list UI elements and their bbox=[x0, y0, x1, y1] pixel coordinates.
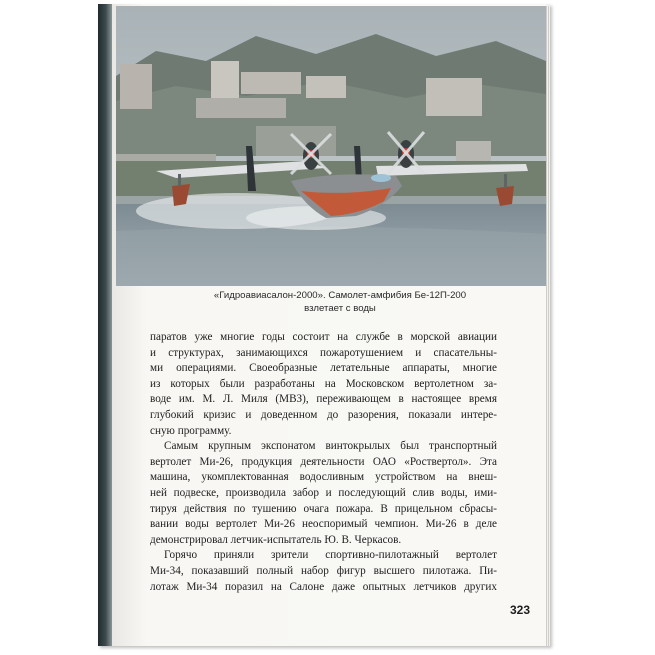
text-line: вертолет Ми-26, продукция деятельности ОАО «Роствертол». Эта bbox=[150, 455, 497, 468]
text-line: Ми-34, показавший полный набор фигур высшего пилотажа. Пи- bbox=[150, 564, 497, 577]
book-spine bbox=[98, 4, 112, 646]
paragraph-3 bbox=[150, 548, 497, 595]
text-line: паратов уже многие годы состоит на службе в морской авиации bbox=[150, 331, 497, 343]
text-line: лотаж Ми-34 поразил на Салоне даже опытных летчиков других bbox=[150, 580, 497, 593]
page-number: 323 bbox=[509, 603, 530, 617]
text-line: Самым крупным экспонатом винтокрылых был транспортный bbox=[164, 440, 497, 453]
page-edge bbox=[546, 6, 550, 646]
amphibian-aircraft-photo bbox=[116, 6, 546, 286]
text-line: Горячо приняли зрители спортивно-пилотажный вертолет bbox=[164, 549, 497, 562]
paragraph-2 bbox=[150, 439, 497, 548]
text-line: ми операциями. Своеобразные летательные аппараты, многие bbox=[150, 362, 497, 375]
text-line: тируя действия по тушению очага пожара. В прицельном сбрасы- bbox=[150, 502, 497, 515]
text-line: машина, укомплектованная водосливным устройством на внеш- bbox=[150, 471, 497, 484]
text-line: демонстрировал летчик-испытатель Ю. В. Черкасов. bbox=[150, 533, 402, 546]
text-line: из которых были разработаны на Московском вертолетном за- bbox=[150, 377, 497, 390]
text-line: сную программу. bbox=[150, 424, 232, 437]
paragraph-1 bbox=[150, 330, 497, 439]
text-line: и структурах, занимающихся пожаротушением и спасательны- bbox=[150, 346, 497, 359]
text-line: вании воды вертолет Ми-26 неоспоримый чемпион. Ми-26 в деле bbox=[150, 518, 497, 531]
caption-line-1: «Гидроавиасалон-2000». Самолет-амфибия Бе-12П-200 bbox=[213, 290, 467, 301]
photo-caption bbox=[150, 289, 530, 315]
text-line: глубокий кризис и доведенном до разорения, показали интере- bbox=[150, 408, 497, 421]
text-line: ней подвеске, производила забор и последующий слив воды, ими- bbox=[150, 486, 497, 499]
caption-line-2: взлетает с воды bbox=[304, 303, 376, 314]
body-text bbox=[150, 330, 497, 595]
text-line: воде им. М. Л. Миля (МВЗ), переживающем в настоящее время bbox=[150, 393, 497, 406]
